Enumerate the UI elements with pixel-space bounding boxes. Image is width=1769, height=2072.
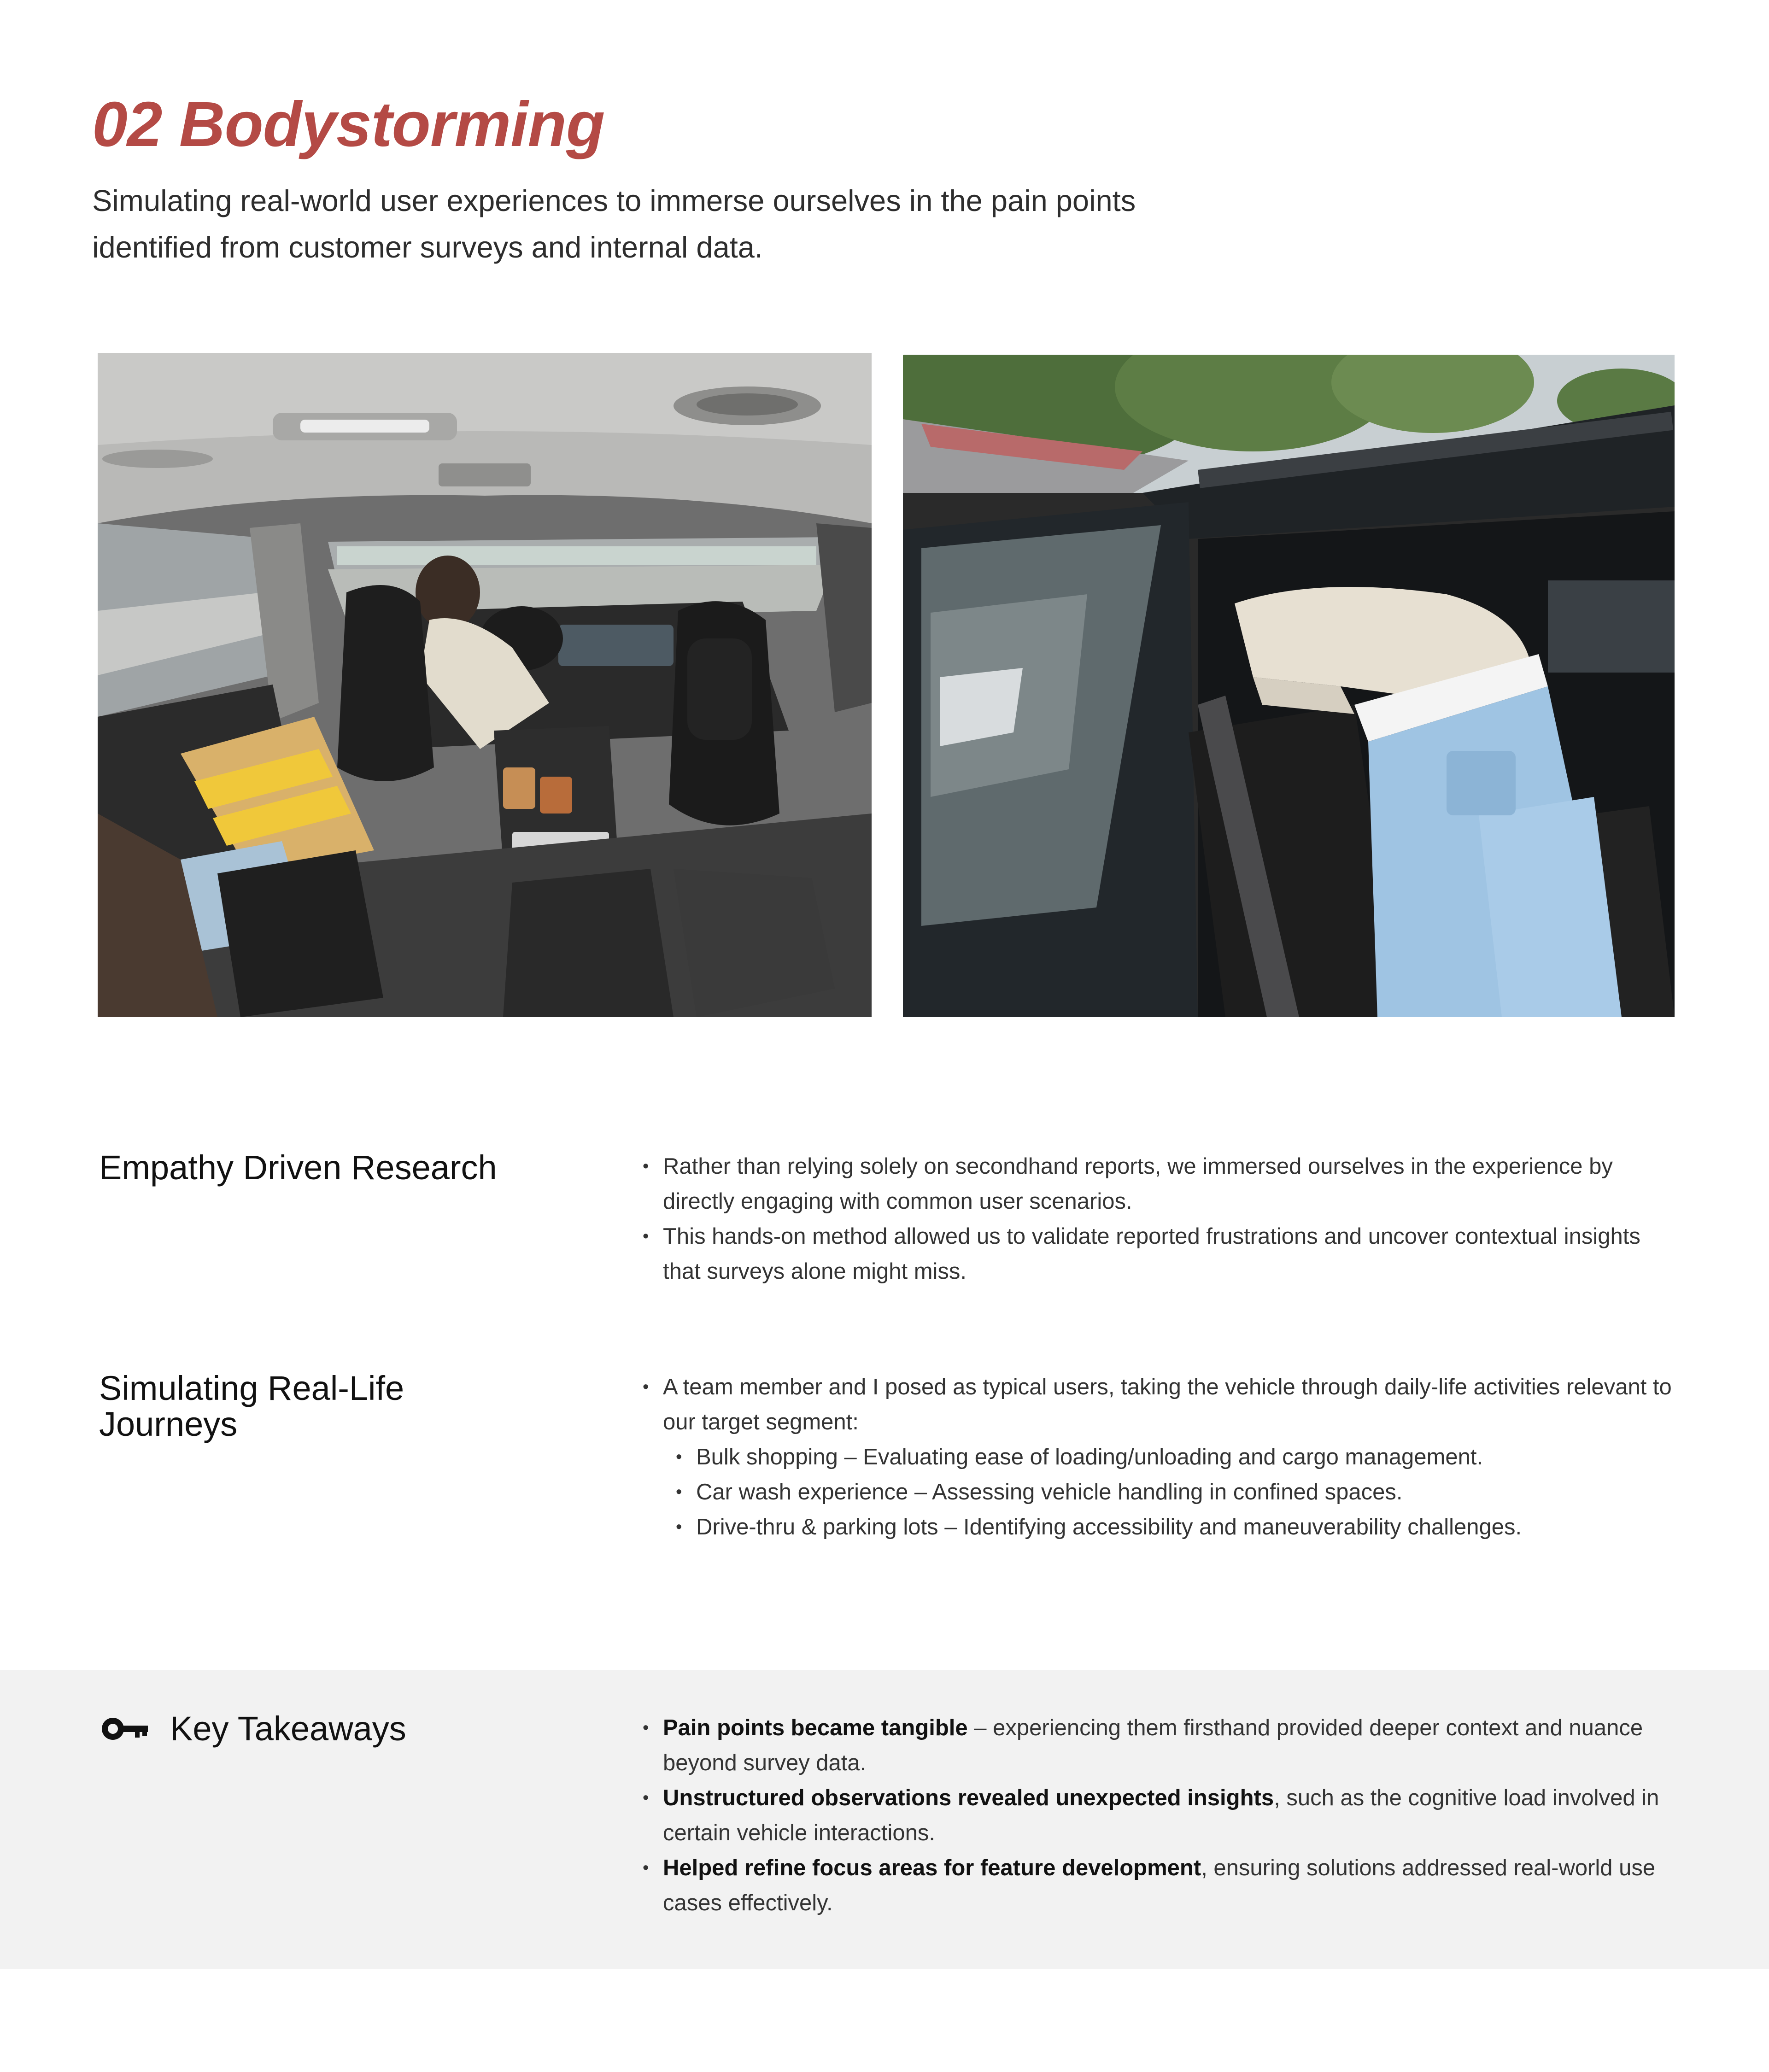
takeaway-emphasis: Unstructured observations revealed unexpected insights (663, 1785, 1274, 1810)
takeaway-detail: , ensuring solutions addressed real-world use cases effectively. (663, 1855, 1656, 1915)
takeaways-title (99, 1708, 406, 1750)
takeaway-detail: , such as the cognitive load involved in certain vehicle interactions. (663, 1785, 1659, 1845)
rear-seat-illustration (903, 355, 1675, 1017)
list-item: • Rather than relying solely on secondhand reports, we immersed ourselves in the experience by directly engaging with common user scenarios. (643, 1149, 1679, 1219)
list-item (643, 1850, 1679, 1920)
page-subtitle: Simulating real-world user experiences to immerse ourselves in the pain points identified from customer surveys and internal data. (92, 184, 1136, 264)
takeaways-heading: Key Takeaways (170, 1709, 406, 1748)
list-item: • A team member and I posed as typical users, taking the vehicle through daily-life activities relevant to our target segment: (643, 1370, 1679, 1440)
list-item (643, 1780, 1679, 1850)
car-interior-illustration (98, 353, 872, 1017)
key-icon (99, 1715, 150, 1743)
section-heading-empathy: Empathy Driven Research (99, 1148, 497, 1187)
takeaway-emphasis: Helped refine focus areas for feature development (663, 1855, 1201, 1880)
section-heading-journeys: Simulating Real-Life Journeys (99, 1369, 404, 1443)
takeaway-emphasis: Pain points became tangible (663, 1715, 968, 1740)
rear-seat-photo (903, 355, 1675, 1017)
list-item: • Car wash experience – Assessing vehicle handling in confined spaces. (643, 1475, 1679, 1510)
takeaways-bullet-list (643, 1710, 1679, 1920)
list-item: • Drive-thru & parking lots – Identifying accessibility and maneuverability challenges. (643, 1510, 1679, 1545)
list-item: • This hands-on method allowed us to validate reported frustrations and uncover contextual insights that surveys alone might miss. (643, 1219, 1679, 1289)
list-item: • Bulk shopping – Evaluating ease of loading/unloading and cargo management. (643, 1440, 1679, 1475)
journeys-bullet-list (643, 1370, 1679, 1545)
page-title: 02 Bodystorming (92, 89, 605, 160)
car-interior-photo (98, 353, 872, 1017)
empathy-bullet-list (643, 1149, 1679, 1289)
list-item (643, 1710, 1679, 1780)
takeaway-detail: – experiencing them firsthand provided deeper context and nuance beyond survey data. (663, 1715, 1643, 1775)
